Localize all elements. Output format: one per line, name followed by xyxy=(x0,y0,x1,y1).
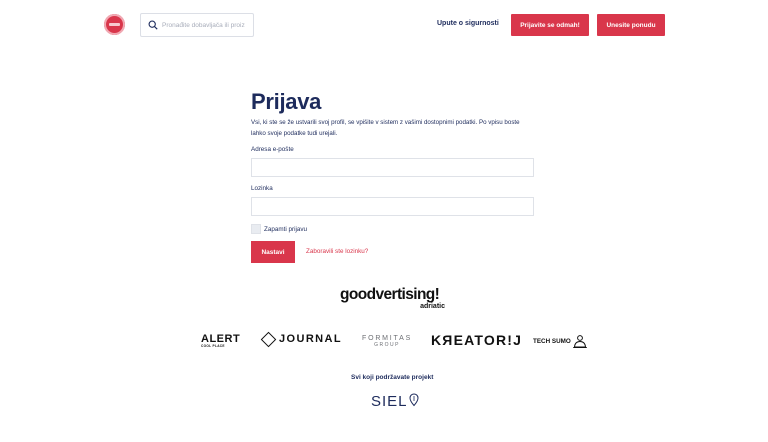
sumo-figure-icon xyxy=(572,333,588,349)
kreator-logo-text: KЯEATOR!J xyxy=(431,332,523,348)
remember-checkbox[interactable] xyxy=(251,224,261,234)
remember-label: Zapamti prijavu xyxy=(264,225,308,233)
formitas-logo-sub: GROUP xyxy=(374,342,400,348)
search-icon xyxy=(148,20,158,30)
login-submit-button[interactable]: Nastavi xyxy=(251,241,295,263)
partner-kreator-logo[interactable] xyxy=(431,332,522,348)
journal-diamond-icon xyxy=(261,331,277,347)
register-now-button[interactable]: Prijavite se odmah! xyxy=(511,14,589,36)
login-intro-text: Vsi, ki ste se že ustvarili svoj profil, se vpišite v sistem z vašimi dostopnimi podatki. Po vpisu boste lahko svoje podatke tudi urejali. xyxy=(251,119,520,137)
partner-journal-logo[interactable] xyxy=(263,333,342,345)
partner-formitas-logo[interactable] xyxy=(362,335,412,348)
siel-pin-icon xyxy=(409,393,419,407)
techsumo-logo-text: TECH SUMO xyxy=(533,337,571,345)
goodvertising-logo-main: goodvertising! xyxy=(340,286,440,303)
alert-logo-main: ALERT xyxy=(201,333,241,345)
journal-logo-text: JOURNAL xyxy=(279,333,342,345)
remember-me[interactable] xyxy=(251,224,307,234)
email-label: Adresa e-pošte xyxy=(251,146,294,153)
search-input[interactable] xyxy=(162,22,250,29)
partner-techsumo-logo[interactable] xyxy=(533,333,588,349)
alert-logo-sub: COOL PLACE xyxy=(201,344,225,348)
brand-logo[interactable] xyxy=(104,14,125,35)
submit-offer-button[interactable]: Unesite ponudu xyxy=(597,14,665,36)
search-box[interactable] xyxy=(140,13,254,37)
password-label: Lozinka xyxy=(251,185,273,192)
safety-guide-link[interactable]: Upute o sigurnosti xyxy=(437,20,499,27)
page-title: Prijava xyxy=(251,89,322,114)
logo-mark-icon xyxy=(109,23,120,26)
siel-logo-text: SIEL xyxy=(371,393,408,410)
site-header xyxy=(0,0,768,50)
email-field[interactable] xyxy=(251,158,534,177)
forgot-password-link[interactable]: Zaboravili ste lozinku? xyxy=(306,248,369,255)
partner-alert-logo[interactable] xyxy=(201,334,240,348)
supporters-heading: Svi koji podržavate projekt xyxy=(351,374,434,381)
siel-logo[interactable] xyxy=(371,393,419,410)
goodvertising-logo[interactable] xyxy=(340,287,450,311)
login-section xyxy=(251,88,534,139)
formitas-logo-main: FORMITAS xyxy=(362,335,413,342)
goodvertising-logo-sub: adriatic xyxy=(420,303,445,310)
password-field[interactable] xyxy=(251,197,534,216)
